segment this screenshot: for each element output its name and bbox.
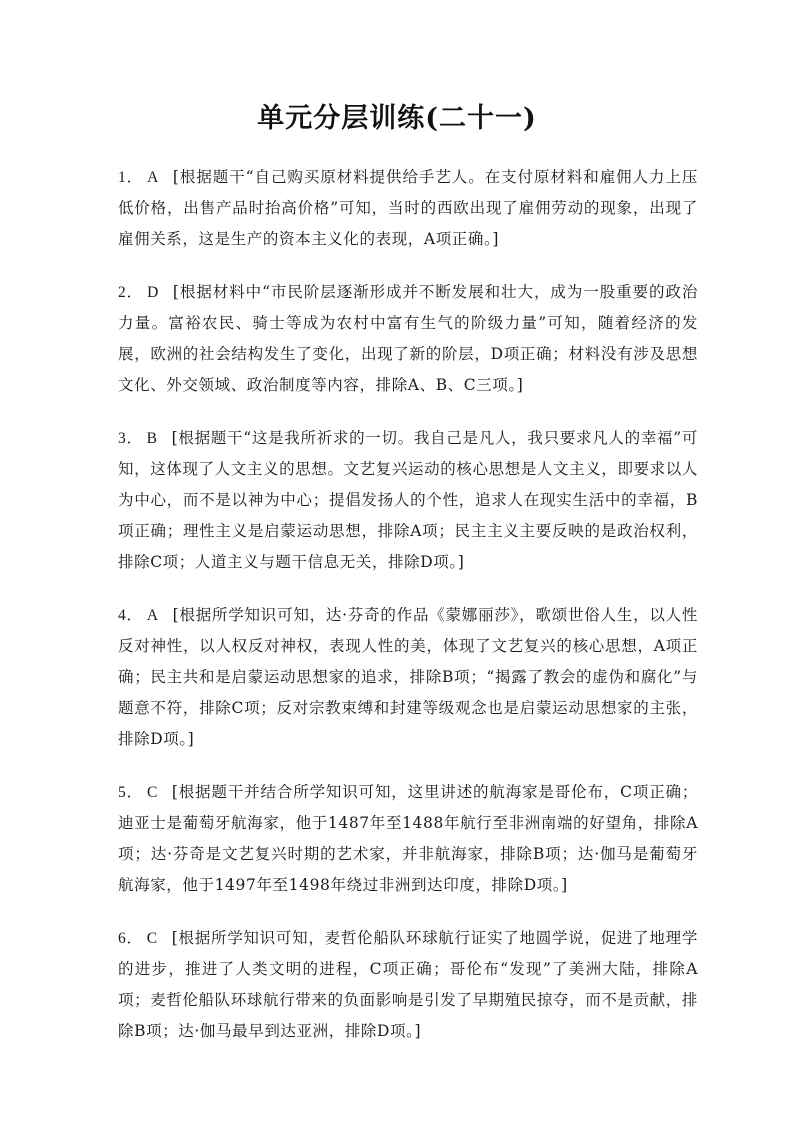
- answer-option: D: [147, 284, 159, 301]
- answer-option: A: [147, 169, 159, 186]
- answer-item: [118, 423, 698, 578]
- answer-list: [118, 162, 698, 1069]
- answer-number: 4．: [118, 607, 143, 624]
- answer-explanation: [根据题干“这是我所祈求的一切。我自己是凡人，我只要求凡人的幸福”可知，这体现了人文主义的思想。文艺复兴运动的核心思想是人文主义，即要求以人为中心，而不是以神为中心；提倡发扬人的个性，追求人在现实生活中的幸福，B项正确；理性主义是启蒙运动思想，排除A项；民主主义主要反映的是政治权利，排除C项；人道主义与题干信息无关，排除D项。]: [118, 429, 698, 571]
- answer-number: 5．: [118, 784, 143, 801]
- answer-explanation: [根据题干并结合所学知识可知，这里讲述的航海家是哥伦布，C项正确；迪亚士是葡萄牙航海家，他于1487年至1488年航行至非洲南端的好望角，排除A项；达·芬奇是文艺复兴时期的艺术家，并非航海家，排除B项；达·伽马是葡萄牙航海家，他于1497年至1498年绕过非洲到达印度，排除D项。]: [118, 783, 698, 894]
- answer-item: [118, 162, 698, 255]
- answer-option: B: [146, 430, 158, 447]
- answer-number: 3．: [118, 430, 143, 447]
- answer-option: C: [146, 930, 158, 947]
- answer-explanation: [根据所学知识可知，达·芬奇的作品《蒙娜丽莎》，歌颂世俗人生，以人性反对神性，以人权反对神权，表现人性的美，体现了文艺复兴的核心思想，A项正确；民主共和是启蒙运动思想家的追求，排除B项；“揭露了教会的虚伪和腐化”与题意不符，排除C项；反对宗教束缚和封建等级观念也是启蒙运动思想家的主张，排除D项。]: [118, 606, 698, 748]
- answer-explanation: [根据所学知识可知，麦哲伦船队环球航行证实了地圆学说，促进了地理学的进步，推进了人类文明的进程，C项正确；哥伦布“发现”了美洲大陆，排除A项；麦哲伦船队环球航行带来的负面影响是引发了早期殖民掠夺，而不是贡献，排除B项；达·伽马最早到达亚洲，排除D项。]: [118, 929, 698, 1040]
- answer-explanation: [根据材料中“市民阶层逐渐形成并不断发展和壮大，成为一股重要的政治力量。富裕农民、骑士等成为农村中富有生气的阶级力量”可知，随着经济的发展，欧洲的社会结构发生了变化，出现了新的阶层，D项正确；材料没有涉及思想文化、外交领域、政治制度等内容，排除A、B、C三项。]: [118, 283, 698, 394]
- answer-item: [118, 777, 698, 901]
- answer-number: 1．: [118, 169, 144, 186]
- answer-option: C: [146, 784, 158, 801]
- answer-item: [118, 600, 698, 755]
- answer-number: 2．: [118, 284, 144, 301]
- answer-explanation: [根据题干“自己购买原材料提供给手艺人。在支付原材料和雇佣人力上压低价格，出售产品时抬高价格”可知，当时的西欧出现了雇佣劳动的现象，出现了雇佣关系，这是生产的资本主义化的表现，A项正确。]: [118, 168, 698, 248]
- page-title: 单元分层训练(二十一): [257, 103, 537, 134]
- answer-number: 6．: [118, 930, 143, 947]
- answer-item: [118, 277, 698, 401]
- answer-item: [118, 923, 698, 1047]
- answer-option: A: [146, 607, 159, 624]
